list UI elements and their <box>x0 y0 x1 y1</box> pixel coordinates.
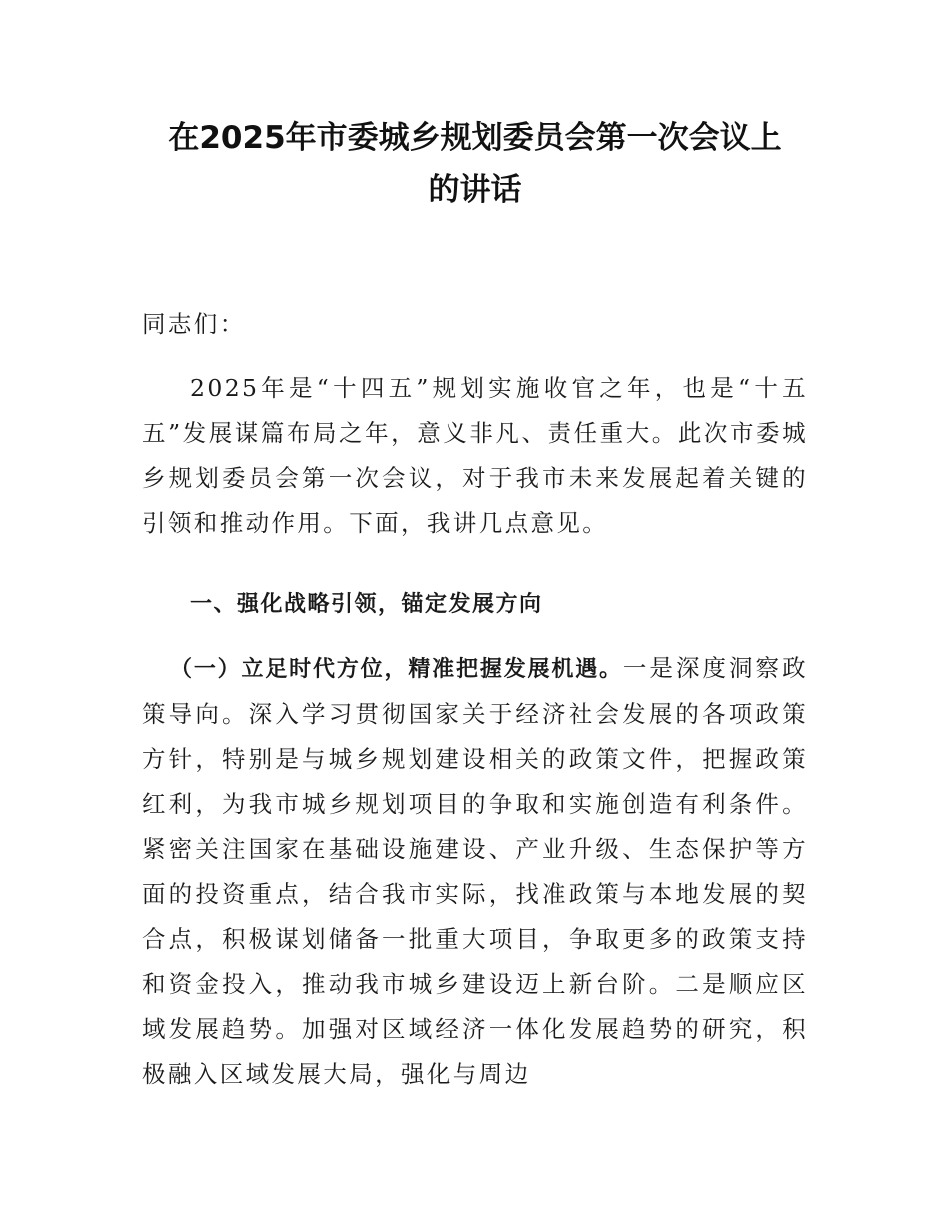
title-line-1: 在2025年市委城乡规划委员会第一次会议上 <box>168 120 782 156</box>
document-title <box>142 112 808 216</box>
salutation: 同志们： <box>142 310 246 338</box>
subsection-lead: （一）立足时代方位，精准把握发展机遇。 <box>170 657 623 682</box>
intro-paragraph: 2025年是“十四五”规划实施收官之年，也是“十五五”发展谋篇布局之年，意义非凡、责任重大。此次市委城乡规划委员会第一次会议，对于我市未来发展起着关键的引领和推动作用。下面，我讲几点意见。 <box>142 374 808 537</box>
subsection-paragraph-1 <box>142 646 808 1097</box>
title-line-2: 的讲话 <box>428 172 522 208</box>
section-heading-1: 一、强化战略引领，锚定发展方向 <box>190 592 543 617</box>
subsection-body: 一是深度洞察政策导向。深入学习贯彻国家关于经济社会发展的各项政策方针，特别是与城乡规划建设相关的政策文件，把握政策红利，为我市城乡规划项目的争取和实施创造有利条件。紧密关注国家在基础设施建设、产业升级、生态保护等方面的投资重点，结合我市实际，找准政策与本地发展的契合点，积极谋划储备一批重大项目，争取更多的政策支持和资金投入，推动我市城乡建设迈上新台阶。二是顺应区域发展趋势。加强对区域经济一体化发展趋势的研究，积极融入区域发展大局，强化与周边 <box>142 654 808 1088</box>
